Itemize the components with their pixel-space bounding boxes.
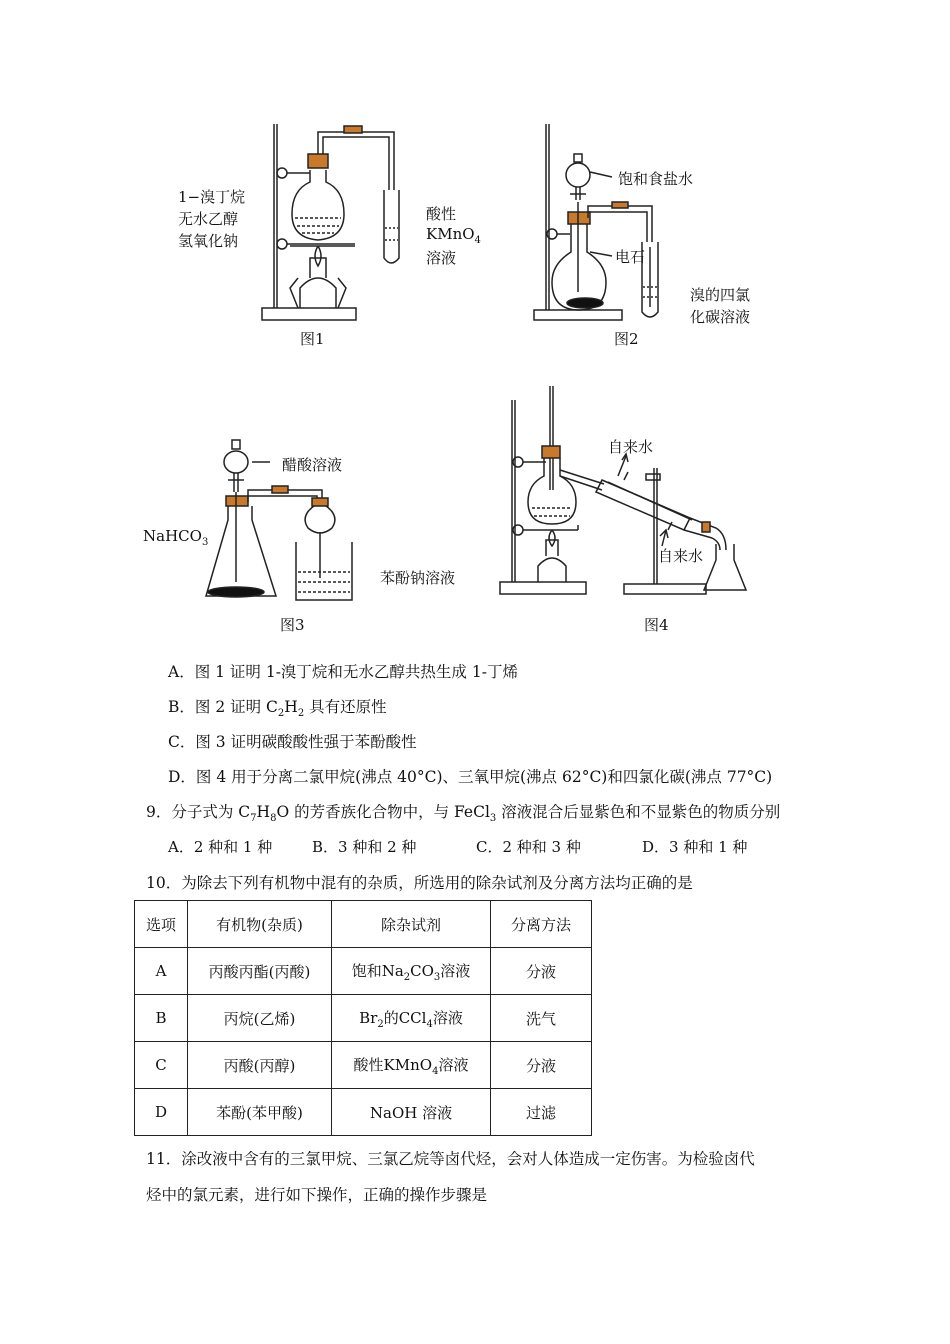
q10-stem: 10．为除去下列有机物中混有的杂质，所选用的除杂试剂及分离方法均正确的是 (146, 874, 693, 892)
cell-reagent: $Br_2$的CCl$_4$溶液 (332, 995, 491, 1042)
fig1-left-label-3: 氢氧化钠 (178, 232, 239, 250)
cell-option: C (135, 1042, 188, 1089)
fig4-label-tap-water-in: 自来水 (658, 547, 704, 565)
q11-stem-line1: 11．涂改液中含有的三氯甲烷、三氯乙烷等卤代烃，会对人体造成一定伤害。为检验卤代 (146, 1150, 755, 1168)
cell-option: D (135, 1089, 188, 1136)
cell-organic: 苯酚(苯甲酸) (188, 1089, 332, 1136)
fig2-label-bromine-ccl4-2: 化碳溶液 (690, 308, 751, 326)
cell-method: 洗气 (491, 995, 592, 1042)
fig1-right-label-1: 酸性 (426, 205, 457, 223)
fig1-right-label-2: KMnO$_4$ (426, 225, 481, 246)
q9-option-b: B．3 种和 2 种 (312, 838, 417, 856)
header-reagent: 除杂试剂 (332, 901, 491, 948)
fig4-label-tap-water-out: 自来水 (608, 438, 654, 456)
cell-option: B (135, 995, 188, 1042)
cell-method: 分液 (491, 1042, 592, 1089)
q8-option-b: B．图 2 证明 $C_2H_2$ 具有还原性 (168, 698, 387, 720)
fig2-label-saturated-brine: 饱和食盐水 (618, 170, 694, 188)
cell-organic: 丙酸(丙醇) (188, 1042, 332, 1089)
fig2-caption: 图2 (614, 330, 639, 348)
q8-option-c: C．图 3 证明碳酸酸性强于苯酚酸性 (168, 733, 417, 751)
q8-option-d: D．图 4 用于分离二氯甲烷(沸点 40°C)、三氧甲烷(沸点 62°C)和四氯化碳(沸点 77°C) (168, 768, 773, 786)
fig2-label-bromine-ccl4-1: 溴的四氯 (690, 286, 751, 304)
fig3-label-sodium-phenoxide: 苯酚钠溶液 (380, 569, 456, 587)
figure-2-apparatus (530, 122, 710, 327)
fig1-left-label-1: 1−溴丁烷 (178, 188, 246, 206)
table-row (135, 948, 592, 995)
fig3-label-acetic-acid: 醋酸溶液 (282, 456, 343, 474)
fig1-left-label-2: 无水乙醇 (178, 210, 239, 228)
header-organic: 有机物(杂质) (188, 901, 332, 948)
fig1-right-label-3: 溶液 (426, 249, 457, 267)
fig3-label-nahco3: NaHCO$_3$ (143, 527, 209, 548)
cell-reagent: 饱和$Na_2CO_3$溶液 (332, 948, 491, 995)
figure-4-distillation-apparatus (494, 380, 754, 602)
cell-option: A (135, 948, 188, 995)
cell-organic: 丙酸丙酯(丙酸) (188, 948, 332, 995)
q9-stem: 9．分子式为 $C_7H_8O$ 的芳香族化合物中，与 FeCl$_3$ 溶液混合后显紫色和不显紫色的物质分别 (146, 803, 781, 825)
q8-option-a: A．图 1 证明 1-溴丁烷和无水乙醇共热生成 1-丁烯 (168, 663, 518, 681)
q9-option-d: D．3 种和 1 种 (642, 838, 748, 856)
cell-organic: 丙烷(乙烯) (188, 995, 332, 1042)
table-row (135, 1042, 592, 1089)
q11-stem-line2: 烃中的氯元素，进行如下操作，正确的操作步骤是 (146, 1186, 488, 1204)
q10-table (134, 900, 592, 1136)
header-option: 选项 (135, 901, 188, 948)
fig3-caption: 图3 (280, 616, 305, 634)
cell-reagent: NaOH 溶液 (332, 1089, 491, 1136)
cell-reagent: 酸性KMnO$_4$溶液 (332, 1042, 491, 1089)
q9-option-a: A．2 种和 1 种 (168, 838, 273, 856)
q9-option-c: C．2 种和 3 种 (476, 838, 581, 856)
fig2-label-calcium-carbide: 电石 (615, 248, 646, 266)
cell-method: 分液 (491, 948, 592, 995)
table-row (135, 995, 592, 1042)
fig4-caption: 图4 (644, 616, 669, 634)
table-row (135, 1089, 592, 1136)
fig1-caption: 图1 (300, 330, 325, 348)
table-header-row (135, 901, 592, 948)
header-method: 分离方法 (491, 901, 592, 948)
cell-method: 过滤 (491, 1089, 592, 1136)
